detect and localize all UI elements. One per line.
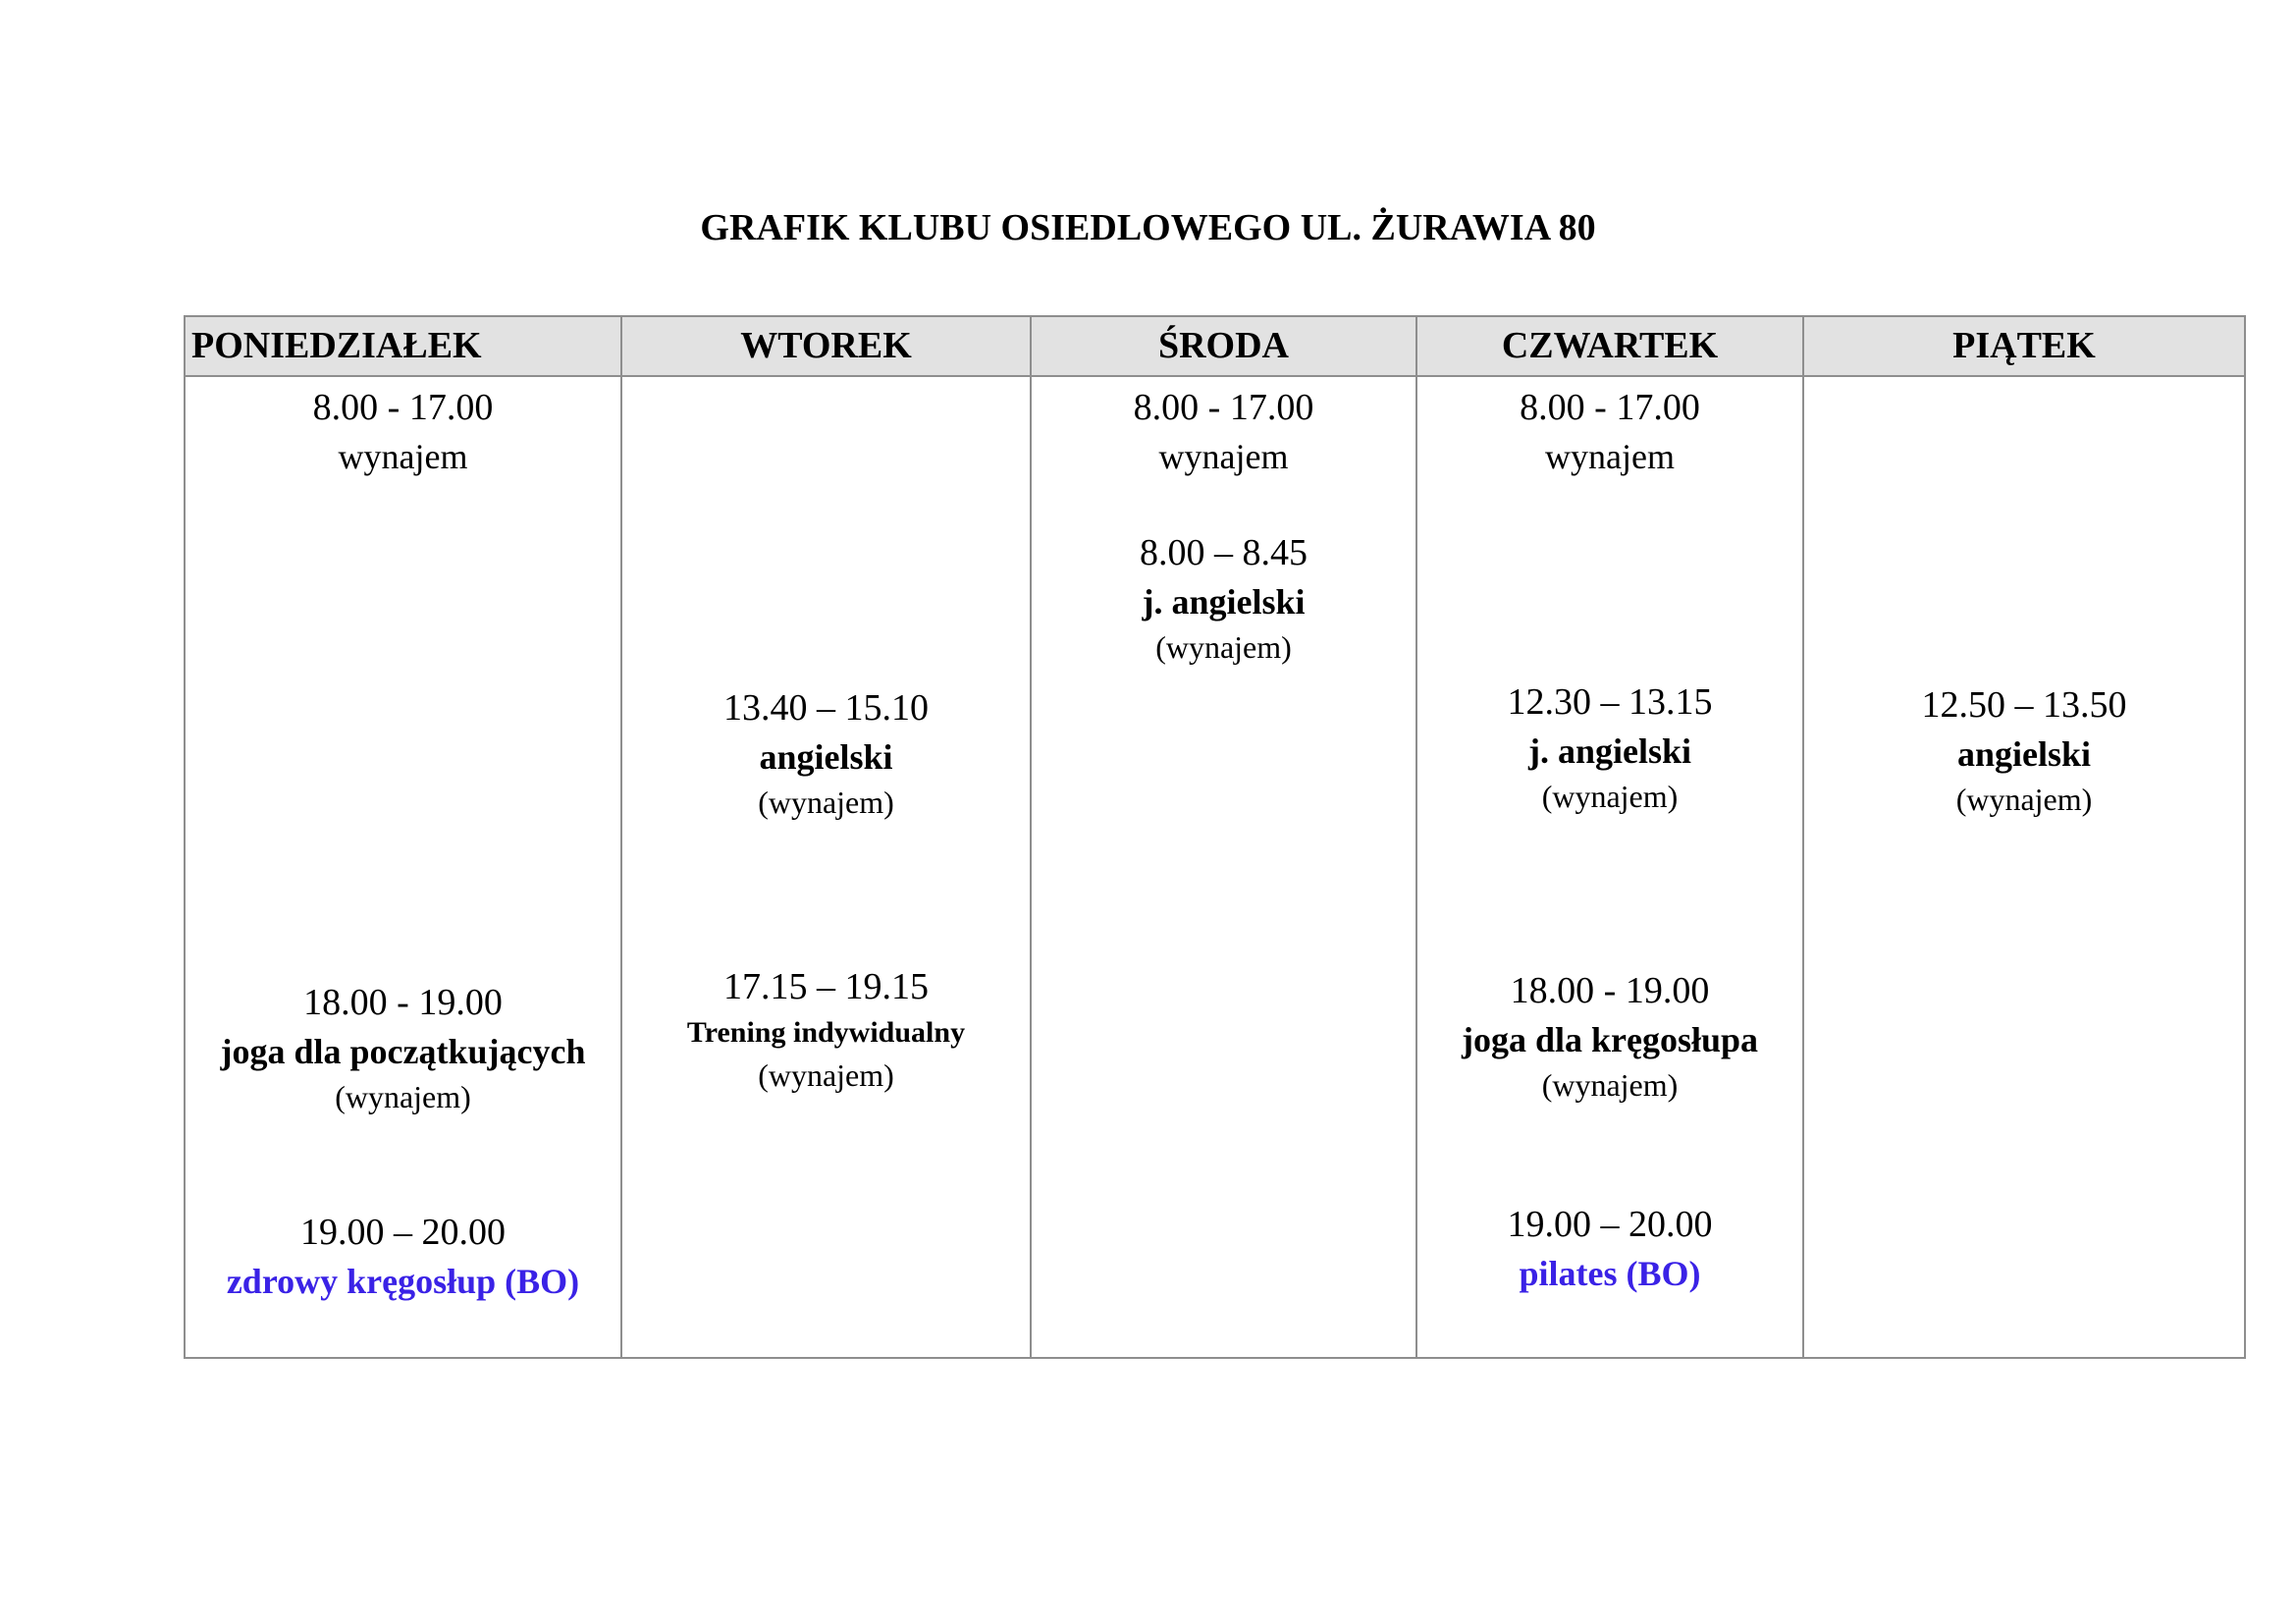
- entry-time: 8.00 - 17.00: [1520, 387, 1700, 428]
- header-wednesday: ŚRODA: [1157, 325, 1290, 366]
- entry-note: (wynajem): [1955, 782, 2093, 817]
- entry-activity: angielski: [1956, 734, 2092, 774]
- entry-time: 18.00 - 19.00: [303, 982, 503, 1023]
- entry-activity: wynajem: [1545, 437, 1675, 476]
- entry-time: 12.50 – 13.50: [1921, 684, 2127, 726]
- wednesday-entry-english: [1032, 528, 1415, 668]
- entry-note: (wynajem): [758, 785, 894, 820]
- wednesday-entry-rental: [1032, 383, 1415, 481]
- thursday-entry-yoga: [1417, 966, 1802, 1106]
- entry-note: (wynajem): [335, 1079, 471, 1114]
- thursday-entry-english: [1417, 677, 1802, 817]
- column-divider: [1802, 317, 1804, 1357]
- entry-activity: j. angielski: [1527, 731, 1692, 771]
- entry-activity: pilates (BO): [1519, 1254, 1701, 1293]
- header-thursday: CZWARTEK: [1501, 325, 1719, 366]
- tuesday-entry-training: [622, 962, 1030, 1096]
- entry-time: 13.40 – 15.10: [723, 687, 929, 729]
- friday-entry-english: [1804, 680, 2244, 820]
- entry-activity: wynajem: [338, 437, 468, 476]
- entry-activity: j. angielski: [1142, 582, 1306, 622]
- entry-activity: Trening indywidualny: [686, 1016, 966, 1049]
- entry-activity: joga dla początkujących: [220, 1032, 586, 1071]
- entry-activity: joga dla kręgosłupa: [1461, 1020, 1759, 1059]
- monday-entry-yoga: [186, 978, 620, 1117]
- entry-time: 8.00 – 8.45: [1140, 532, 1308, 573]
- entry-activity: wynajem: [1158, 437, 1289, 476]
- entry-time: 17.15 – 19.15: [723, 966, 929, 1007]
- entry-note: (wynajem): [1541, 1067, 1679, 1103]
- column-divider: [620, 317, 622, 1357]
- header-tuesday: WTOREK: [740, 325, 912, 366]
- entry-note: (wynajem): [1155, 629, 1292, 665]
- entry-activity: angielski: [759, 737, 893, 777]
- monday-entry-healthy-spine: [186, 1208, 620, 1306]
- tuesday-entry-english: [622, 683, 1030, 823]
- entry-activity: zdrowy kręgosłup (BO): [226, 1262, 580, 1301]
- header-monday: PONIEDZIAŁEK: [191, 325, 482, 366]
- entry-time: 8.00 - 17.00: [1133, 387, 1314, 428]
- entry-time: 19.00 – 20.00: [1507, 1204, 1713, 1245]
- entry-time: 19.00 – 20.00: [300, 1212, 506, 1253]
- entry-time: 12.30 – 13.15: [1507, 681, 1713, 723]
- header-friday: PIĄTEK: [1952, 325, 2096, 366]
- entry-time: 18.00 - 19.00: [1510, 970, 1710, 1011]
- thursday-entry-rental: [1417, 383, 1802, 481]
- thursday-entry-pilates: [1417, 1200, 1802, 1298]
- entry-time: 8.00 - 17.00: [312, 387, 494, 428]
- entry-note: (wynajem): [1541, 779, 1679, 814]
- schedule-table: [184, 315, 2246, 1359]
- monday-entry-rental: [186, 383, 620, 481]
- page-title: GRAFIK KLUBU OSIEDLOWEGO UL. ŻURAWIA 80: [700, 207, 1596, 248]
- table-header-row: [186, 317, 2244, 377]
- entry-note: (wynajem): [758, 1057, 894, 1093]
